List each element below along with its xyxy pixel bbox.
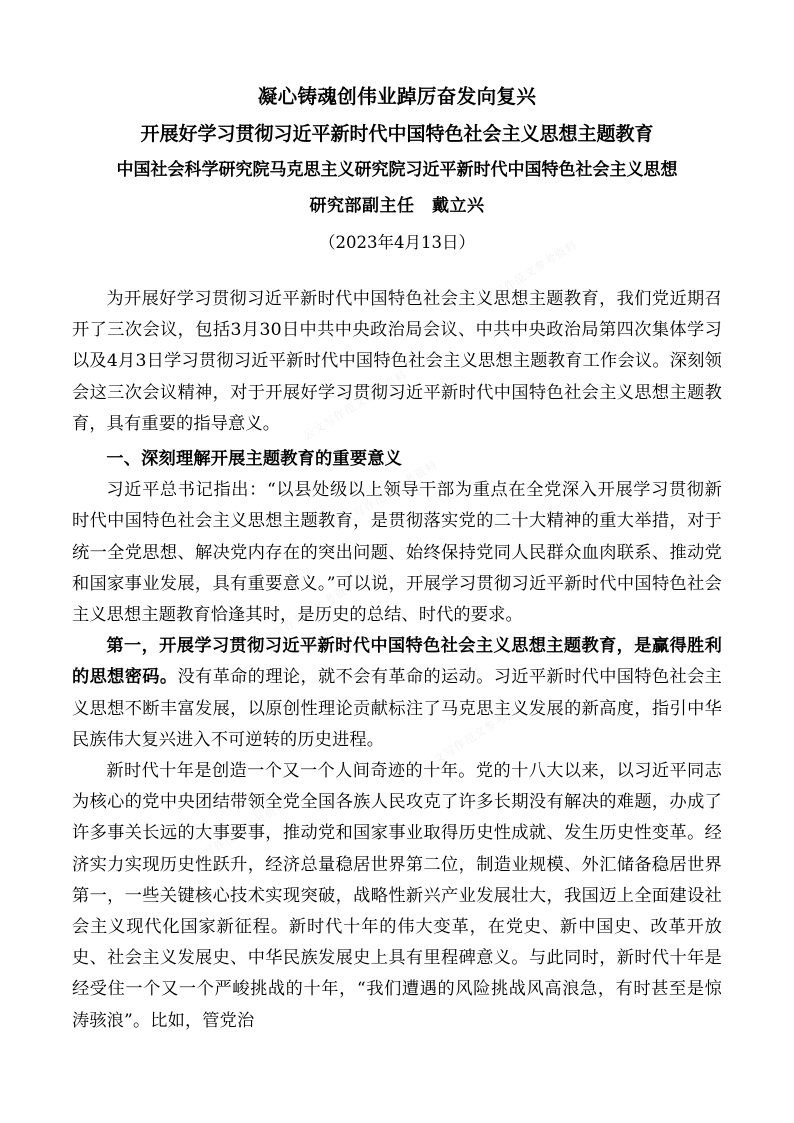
paragraph [72,631,722,756]
author-affiliation-line-1: 中国社会科学研究院马克思主义研究院习近平新时代中国特色社会主义思想 [116,160,678,180]
paragraph: 习近平总书记指出：“以县处级以上领导干部为重点在全党深入开展学习贯彻新时代中国特色社会主义思想主题教育，是贯彻落实党的二十大精神的重大举措，对于统一全党思想、解决党内存在的突出问题、始终保持党同人民群众血肉联系、推动党和国家事业发展，具有重要意义。”可以说，开展学习贯彻习近平新时代中国特色社会主义思想主题教育恰逢其时，是历史的总结、时代的要求。 [72,480,722,626]
paragraph: 为开展好学习贯彻习近平新时代中国特色社会主义思想主题教育，我们党近期召开了三次会议，包括3月30日中共中央政治局会议、中共中央政治局第四次集体学习以及4月3日学习贯彻习近平新时代中国特色社会主义思想主题教育工作会议。深刻领会这三次会议精神，对于开展好学习贯彻习近平新时代中国特色社会主义思想主题教育，具有重要的指导意义。 [72,289,722,434]
section-heading-1: 一、深刻理解开展主题教育的重要意义 [106,449,402,470]
watermark-text: 公文写作范文参考资料 [301,368,410,443]
watermark-text: 公文写作范文参考资料 [471,238,580,313]
document-text-column [72,0,722,1123]
paragraph-bold-lead: 第一，开展学习贯彻习近平新时代中国特色社会主义思想主题教育，是赢得胜利的思想密码。 [72,636,722,688]
author-affiliation-line-2: 研究部副主任 戴立兴 [309,196,485,216]
document-body [72,284,722,1037]
paragraph: 新时代十年是创造一个又一个人间奇迹的十年。党的十八大以来，以习近平同志为核心的党中央团结带领全党全国各族人民攻克了许多长期没有解决的难题，办成了许多事关长远的大事要事，推动党和国家事业取得历史性成就、发生历史性变革。经济实力实现历史性跃升，经济总量稳居世界第二位，制造业规模、外汇储备稳居世界第一，一些关键核心技术实现突破，战略性新兴产业发展壮大，我国迈上全面建设社会主义现代化国家新征程。新时代十年的伟大变革，在党史、新中国史、改革开放史、社会主义发展史、中华民族发展史上具有里程碑意义。与此同时，新时代十年是经受住一个又一个严峻挑战的十年，“我们遭遇的风险挑战风高浪急，有时甚至是惊涛骇浪”。比如，管党治 [72,761,722,1031]
watermark-text: 公文写作范文参考资料 [251,578,360,653]
document-date: （2023年4月13日） [319,233,475,252]
watermark-text: 公文写作范文参考资料 [331,458,440,533]
watermark-text: 公文写作范文参考资料 [421,698,530,773]
watermark-text: 公文写作范文参考资料 [181,798,290,873]
document-subtitle: 开展好学习贯彻习近平新时代中国特色社会主义思想主题教育 [140,123,654,145]
title-block [72,0,722,262]
paragraph-rest: 没有革命的理论，就不会有革命的运动。习近平新时代中国特色社会主义思想不断丰富发展，以原创性理论贡献标注了马克思主义发展的新高度，指引中华民族伟大复兴进入不可逆转的历史进程。 [72,667,723,750]
document-title: 凝心铸魂创伟业踔厉奋发向复兴 [257,85,537,108]
